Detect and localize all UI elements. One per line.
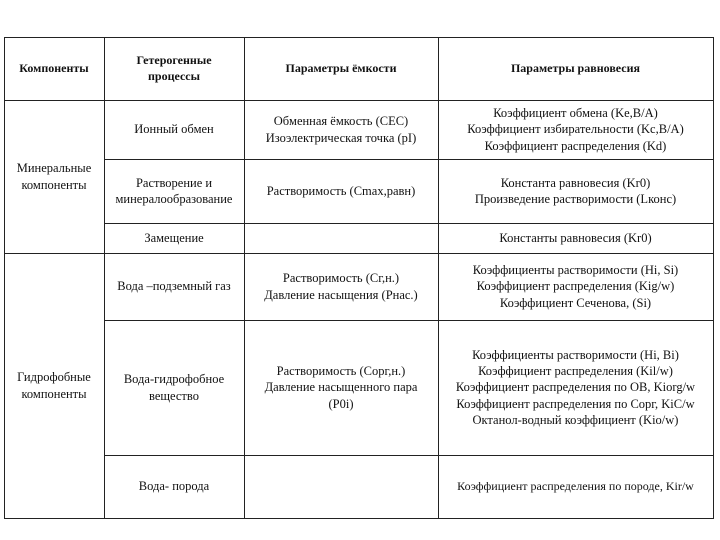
- group-hydrophobic: Гидрофобные компоненты: [17, 370, 91, 401]
- header-processes: Гетерогенные процессы: [136, 52, 212, 83]
- capacity-dissolution: Растворимость (Сmax,равн): [266, 183, 416, 198]
- capacity-substitution: [244, 223, 438, 253]
- process-dissolution: Растворение и минералообразование: [115, 175, 233, 206]
- equilibrium-ion-exchange: Коэффициент обмена (Kе,В/А) Коэффициент избирательности (Kс,В/А) Коэффициент распределения (Kd): [467, 106, 684, 153]
- equilibrium-water-hydrophobic: Коэффициенты растворимости (Hi, Bi) Коэффициент распределения (Kil/w) Коэффициент распределения по ОВ, Kiorg/w Коэффициент распределения по Сорг, KiC/w Октанол-водный коэффициент (Kio/w): [455, 347, 696, 427]
- equilibrium-water-rock: Коэффициент распределения по породе, Kir/w: [457, 478, 694, 493]
- rule-right: [713, 37, 714, 519]
- capacity-ion-exchange: Обменная ёмкость (СЕС) Изоэлектрическая точка (pI): [265, 114, 417, 145]
- capacity-water-rock: [244, 455, 438, 518]
- capacity-water-hydrophobic: Растворимость (Сорг,н.) Давление насыщенного пара (P0i): [264, 364, 418, 411]
- process-water-hydrophobic: Вода-гидрофобное вещество: [123, 372, 225, 403]
- process-substitution: Замещение: [144, 230, 204, 245]
- header-equilibrium: Параметры равновесия: [510, 60, 641, 75]
- capacity-water-gas: Растворимость (Сг,н.) Давление насыщения (Рнас.): [264, 271, 418, 302]
- header-capacity: Параметры ёмкости: [285, 60, 397, 75]
- rule-bottom: [4, 518, 714, 519]
- equilibrium-dissolution: Константа равновесия (Kr0) Произведение растворимости (Lконс): [474, 175, 677, 206]
- equilibrium-water-gas: Коэффициенты растворимости (Hi, Si) Коэффициент распределения (Kig/w) Коэффициент Сеченова, (Si): [472, 263, 679, 310]
- equilibrium-substitution: Константы равновесия (Kr0): [499, 230, 652, 245]
- header-components: Компоненты: [19, 60, 89, 75]
- process-water-rock: Вода- порода: [138, 479, 210, 494]
- process-water-gas: Вода –подземный газ: [117, 279, 231, 294]
- group-mineral: Минеральные компоненты: [16, 161, 92, 192]
- process-ion-exchange: Ионный обмен: [134, 122, 214, 137]
